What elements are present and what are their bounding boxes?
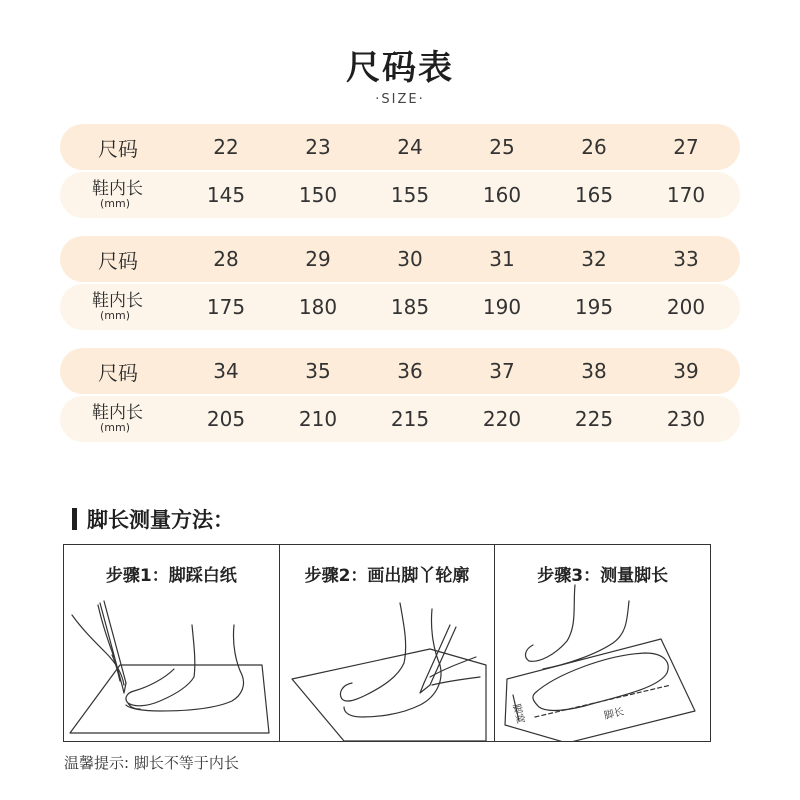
size-cell: 37 [489, 359, 515, 383]
size-cell: 33 [673, 247, 699, 271]
heading-bar [72, 508, 77, 530]
white-paper [70, 665, 269, 733]
length-cell: 160 [482, 183, 522, 207]
size-row [60, 236, 740, 282]
measure-method-heading-text: 脚长测量方法： [87, 508, 234, 532]
length-row-label [60, 293, 180, 321]
tip-note: 温馨提示: 脚长不等于内长 [64, 754, 239, 772]
length-row [60, 396, 740, 442]
length-cell: 215 [390, 407, 430, 431]
size-group [60, 348, 740, 442]
size-cell: 35 [305, 359, 331, 383]
size-row-label: 尺码 [98, 248, 138, 273]
white-paper [292, 649, 486, 741]
foot-width-label: 脚宽 [510, 702, 527, 726]
length-cell: 170 [666, 183, 706, 207]
step-title-1: 步骤1：脚踩白纸 [105, 566, 237, 586]
size-cell: 36 [397, 359, 423, 383]
size-chart-title: 尺码表 [346, 48, 454, 88]
foot-length-label: 脚长 [603, 706, 626, 722]
length-row-label [60, 181, 180, 209]
length-cell: 185 [390, 295, 430, 319]
size-row-label: 尺码 [98, 360, 138, 385]
step-3-illustration [495, 545, 710, 741]
length-cell: 230 [666, 407, 706, 431]
step-1-illustration [64, 545, 278, 741]
measure-method-heading [72, 504, 234, 534]
step-title-3: 步骤3：测量脚长 [537, 566, 669, 586]
white-paper [505, 639, 695, 741]
length-cell: 225 [574, 407, 614, 431]
size-row-label: 尺码 [98, 136, 138, 161]
size-cell: 25 [489, 135, 515, 159]
size-table [60, 124, 740, 460]
size-cell: 29 [305, 247, 331, 271]
step-2-illustration [280, 545, 496, 741]
length-label-main: 鞋内长 [92, 179, 143, 199]
length-cell: 155 [390, 183, 430, 207]
step-panel-1 [64, 545, 280, 741]
length-cell: 175 [206, 295, 246, 319]
measure-steps [63, 544, 711, 742]
step-panel-3 [495, 545, 710, 741]
length-label-unit: (mm) [100, 197, 131, 210]
size-cell: 22 [213, 135, 239, 159]
length-cell: 205 [206, 407, 246, 431]
size-cell: 28 [213, 247, 239, 271]
size-group [60, 124, 740, 218]
length-label-unit: (mm) [100, 421, 131, 434]
foot-outline [526, 585, 575, 661]
size-cell: 30 [397, 247, 423, 271]
size-cell: 24 [397, 135, 423, 159]
size-cell: 23 [305, 135, 331, 159]
length-label-main: 鞋内长 [92, 291, 143, 311]
length-row [60, 172, 740, 218]
length-row-label [60, 405, 180, 433]
length-cell: 150 [298, 183, 338, 207]
size-row [60, 124, 740, 170]
length-cell: 165 [574, 183, 614, 207]
length-cell: 195 [574, 295, 614, 319]
size-group [60, 236, 740, 330]
length-row [60, 284, 740, 330]
step-title-2: 步骤2：画出脚丫轮廓 [304, 566, 470, 586]
size-cell: 26 [581, 135, 607, 159]
length-cell: 180 [298, 295, 338, 319]
size-cell: 34 [213, 359, 239, 383]
size-cell: 32 [581, 247, 607, 271]
length-label-unit: (mm) [100, 309, 131, 322]
size-chart-subtitle: ·SIZE· [375, 92, 425, 107]
size-cell: 38 [581, 359, 607, 383]
size-row [60, 348, 740, 394]
length-cell: 190 [482, 295, 522, 319]
size-cell: 39 [673, 359, 699, 383]
length-cell: 210 [298, 407, 338, 431]
size-cell: 27 [673, 135, 699, 159]
length-label-main: 鞋内长 [92, 403, 143, 423]
length-cell: 200 [666, 295, 706, 319]
length-cell: 220 [482, 407, 522, 431]
length-cell: 145 [206, 183, 246, 207]
size-cell: 31 [489, 247, 515, 271]
step-panel-2 [280, 545, 496, 741]
